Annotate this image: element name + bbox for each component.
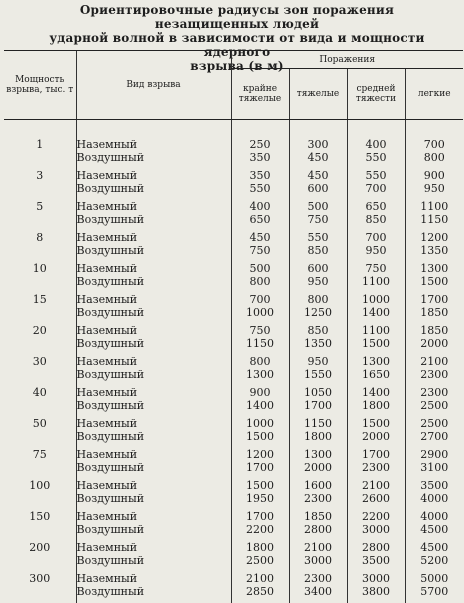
radius-cell-light — [405, 510, 463, 541]
burst-type-air: Воздушный — [77, 523, 231, 536]
radius-air: 4500 — [406, 523, 464, 536]
table-row — [4, 417, 463, 448]
header-type: Вид взрыва — [76, 51, 231, 120]
burst-type-cell — [76, 448, 231, 479]
table-row — [4, 138, 463, 169]
radius-ground: 1500 — [348, 417, 405, 430]
radius-cell-moderate — [347, 510, 405, 541]
radius-ground: 500 — [290, 200, 347, 213]
radius-cell-light — [405, 293, 463, 324]
radius-ground: 400 — [348, 138, 405, 151]
radius-cell-severe — [289, 293, 347, 324]
burst-type-ground: Наземный — [77, 231, 231, 244]
title-line-3: взрыва (в м) — [22, 59, 452, 73]
radius-air: 3500 — [348, 554, 405, 567]
title-line-2: ударной волной в зависимости от вида и мощности ядерного — [22, 31, 452, 59]
table-row — [4, 231, 463, 262]
power-cell: 50 — [4, 417, 76, 448]
radius-ground: 1600 — [290, 479, 347, 492]
table-header — [4, 51, 463, 120]
radius-ground: 750 — [348, 262, 405, 275]
burst-type-cell — [76, 138, 231, 169]
radius-ground: 3000 — [348, 572, 405, 585]
radius-air: 850 — [348, 213, 405, 226]
radius-ground: 2800 — [348, 541, 405, 554]
burst-type-ground: Наземный — [77, 541, 231, 554]
radius-cell-extreme — [231, 262, 289, 293]
radius-ground: 350 — [232, 169, 289, 182]
radius-ground: 900 — [406, 169, 464, 182]
header-power: Мощность взрыва, тыс. т — [4, 51, 76, 120]
radius-cell-extreme — [231, 231, 289, 262]
radius-air: 2800 — [290, 523, 347, 536]
burst-type-cell — [76, 572, 231, 603]
power-cell: 100 — [4, 479, 76, 510]
radius-air: 1350 — [406, 244, 464, 257]
radius-cell-extreme — [231, 541, 289, 572]
title-line-1: Ориентировочные радиусы зон поражения незащищенных людей — [22, 3, 452, 31]
table-row — [4, 262, 463, 293]
radius-ground: 1850 — [406, 324, 464, 337]
burst-type-ground: Наземный — [77, 417, 231, 430]
radius-cell-light — [405, 324, 463, 355]
radius-air: 3400 — [290, 585, 347, 598]
radius-ground: 5000 — [406, 572, 464, 585]
radius-ground: 1300 — [290, 448, 347, 461]
table-row — [4, 293, 463, 324]
radius-cell-moderate — [347, 200, 405, 231]
radius-air: 1500 — [348, 337, 405, 350]
burst-type-cell — [76, 541, 231, 572]
burst-type-air: Воздушный — [77, 554, 231, 567]
burst-type-ground: Наземный — [77, 138, 231, 151]
burst-type-cell — [76, 479, 231, 510]
radius-air: 2000 — [348, 430, 405, 443]
burst-type-ground: Наземный — [77, 448, 231, 461]
radius-ground: 450 — [232, 231, 289, 244]
burst-type-cell — [76, 324, 231, 355]
burst-type-air: Воздушный — [77, 585, 231, 598]
radius-ground: 1050 — [290, 386, 347, 399]
table-body — [4, 120, 463, 603]
radius-cell-extreme — [231, 138, 289, 169]
radius-air: 4000 — [406, 492, 464, 505]
radius-air: 2200 — [232, 523, 289, 536]
radius-cell-moderate — [347, 541, 405, 572]
power-cell: 75 — [4, 448, 76, 479]
burst-type-cell — [76, 386, 231, 417]
radius-cell-extreme — [231, 324, 289, 355]
radius-ground: 2200 — [348, 510, 405, 523]
radius-cell-moderate — [347, 479, 405, 510]
radius-air: 950 — [348, 244, 405, 257]
radius-cell-extreme — [231, 448, 289, 479]
table-row — [4, 479, 463, 510]
table-row — [4, 510, 463, 541]
radius-air: 2300 — [290, 492, 347, 505]
radius-cell-light — [405, 572, 463, 603]
radius-cell-moderate — [347, 293, 405, 324]
radius-air: 1400 — [232, 399, 289, 412]
radius-ground: 850 — [290, 324, 347, 337]
radius-ground: 2100 — [232, 572, 289, 585]
burst-type-air: Воздушный — [77, 275, 231, 288]
radius-air: 800 — [232, 275, 289, 288]
radius-ground: 1200 — [406, 231, 464, 244]
radius-air: 1300 — [232, 368, 289, 381]
radius-air: 5700 — [406, 585, 464, 598]
radius-ground: 750 — [232, 324, 289, 337]
radius-ground: 2100 — [290, 541, 347, 554]
radius-cell-severe — [289, 231, 347, 262]
radius-air: 5200 — [406, 554, 464, 567]
burst-type-ground: Наземный — [77, 386, 231, 399]
power-cell: 150 — [4, 510, 76, 541]
burst-type-ground: Наземный — [77, 293, 231, 306]
radius-air: 650 — [232, 213, 289, 226]
burst-type-air: Воздушный — [77, 306, 231, 319]
radius-ground: 700 — [232, 293, 289, 306]
burst-type-ground: Наземный — [77, 479, 231, 492]
radius-cell-moderate — [347, 572, 405, 603]
burst-type-cell — [76, 262, 231, 293]
radius-cell-severe — [289, 572, 347, 603]
radius-air: 3100 — [406, 461, 464, 474]
radius-cell-light — [405, 355, 463, 386]
radius-ground: 1700 — [348, 448, 405, 461]
burst-type-ground: Наземный — [77, 510, 231, 523]
burst-type-ground: Наземный — [77, 262, 231, 275]
radius-air: 450 — [290, 151, 347, 164]
burst-type-air: Воздушный — [77, 492, 231, 505]
radius-cell-extreme — [231, 479, 289, 510]
radius-air: 950 — [406, 182, 464, 195]
burst-type-air: Воздушный — [77, 244, 231, 257]
radius-air: 1550 — [290, 368, 347, 381]
radius-air: 2850 — [232, 585, 289, 598]
radius-cell-moderate — [347, 324, 405, 355]
radius-air: 1250 — [290, 306, 347, 319]
radius-cell-light — [405, 200, 463, 231]
radius-ground: 550 — [290, 231, 347, 244]
radius-cell-severe — [289, 386, 347, 417]
radius-air: 1800 — [348, 399, 405, 412]
radius-cell-severe — [289, 541, 347, 572]
radius-cell-severe — [289, 417, 347, 448]
radius-ground: 1700 — [406, 293, 464, 306]
radius-ground: 800 — [232, 355, 289, 368]
radius-cell-moderate — [347, 355, 405, 386]
radius-cell-light — [405, 169, 463, 200]
burst-type-air: Воздушный — [77, 151, 231, 164]
radius-cell-extreme — [231, 510, 289, 541]
power-cell: 300 — [4, 572, 76, 603]
radius-cell-extreme — [231, 200, 289, 231]
radius-air: 1100 — [348, 275, 405, 288]
radius-air: 600 — [290, 182, 347, 195]
radius-ground: 900 — [232, 386, 289, 399]
burst-type-air: Воздушный — [77, 182, 231, 195]
radius-ground: 1100 — [348, 324, 405, 337]
radius-ground: 950 — [290, 355, 347, 368]
radius-air: 1500 — [406, 275, 464, 288]
radius-air: 1800 — [290, 430, 347, 443]
radius-ground: 250 — [232, 138, 289, 151]
radius-air: 2500 — [232, 554, 289, 567]
radius-air: 1400 — [348, 306, 405, 319]
header-damage-moderate: средней тяжести — [347, 69, 405, 120]
radius-ground: 1300 — [406, 262, 464, 275]
burst-type-ground: Наземный — [77, 324, 231, 337]
burst-type-air: Воздушный — [77, 368, 231, 381]
burst-type-air: Воздушный — [77, 399, 231, 412]
header-damage-extreme: крайне тяжелые — [231, 69, 289, 120]
damage-radius-table — [4, 50, 463, 603]
radius-air: 1350 — [290, 337, 347, 350]
radius-ground: 400 — [232, 200, 289, 213]
table-row — [4, 572, 463, 603]
radius-cell-severe — [289, 324, 347, 355]
radius-air: 2700 — [406, 430, 464, 443]
radius-air: 1500 — [232, 430, 289, 443]
table-row — [4, 541, 463, 572]
burst-type-cell — [76, 231, 231, 262]
burst-type-cell — [76, 169, 231, 200]
radius-air: 1000 — [232, 306, 289, 319]
table-row — [4, 200, 463, 231]
radius-ground: 1800 — [232, 541, 289, 554]
radius-cell-light — [405, 448, 463, 479]
burst-type-ground: Наземный — [77, 200, 231, 213]
radius-cell-severe — [289, 262, 347, 293]
table-row — [4, 169, 463, 200]
radius-cell-light — [405, 262, 463, 293]
radius-cell-severe — [289, 169, 347, 200]
radius-ground: 650 — [348, 200, 405, 213]
radius-ground: 450 — [290, 169, 347, 182]
radius-cell-severe — [289, 355, 347, 386]
radius-air: 700 — [348, 182, 405, 195]
radius-cell-severe — [289, 510, 347, 541]
power-cell: 1 — [4, 138, 76, 169]
radius-cell-severe — [289, 200, 347, 231]
radius-air: 550 — [232, 182, 289, 195]
radius-ground: 1150 — [290, 417, 347, 430]
radius-ground: 600 — [290, 262, 347, 275]
radius-air: 850 — [290, 244, 347, 257]
radius-air: 800 — [406, 151, 464, 164]
radius-cell-light — [405, 138, 463, 169]
radius-air: 750 — [290, 213, 347, 226]
burst-type-cell — [76, 510, 231, 541]
radius-air: 3000 — [348, 523, 405, 536]
burst-type-ground: Наземный — [77, 355, 231, 368]
burst-type-cell — [76, 355, 231, 386]
burst-type-cell — [76, 293, 231, 324]
radius-ground: 700 — [406, 138, 464, 151]
radius-cell-extreme — [231, 386, 289, 417]
burst-type-ground: Наземный — [77, 572, 231, 585]
power-cell: 40 — [4, 386, 76, 417]
radius-ground: 300 — [290, 138, 347, 151]
radius-air: 350 — [232, 151, 289, 164]
radius-ground: 2100 — [348, 479, 405, 492]
radius-air: 950 — [290, 275, 347, 288]
burst-type-air: Воздушный — [77, 461, 231, 474]
radius-ground: 1850 — [290, 510, 347, 523]
radius-ground: 500 — [232, 262, 289, 275]
radius-cell-moderate — [347, 386, 405, 417]
power-cell: 5 — [4, 200, 76, 231]
power-cell: 3 — [4, 169, 76, 200]
radius-ground: 800 — [290, 293, 347, 306]
radius-ground: 1000 — [348, 293, 405, 306]
radius-cell-extreme — [231, 169, 289, 200]
header-damage-light: легкие — [405, 69, 463, 120]
radius-air: 750 — [232, 244, 289, 257]
power-cell: 200 — [4, 541, 76, 572]
radius-cell-light — [405, 541, 463, 572]
radius-air: 1150 — [232, 337, 289, 350]
power-cell: 8 — [4, 231, 76, 262]
radius-cell-light — [405, 417, 463, 448]
burst-type-air: Воздушный — [77, 213, 231, 226]
radius-ground: 1400 — [348, 386, 405, 399]
burst-type-air: Воздушный — [77, 430, 231, 443]
radius-air: 550 — [348, 151, 405, 164]
radius-air: 2000 — [406, 337, 464, 350]
burst-type-cell — [76, 200, 231, 231]
radius-air: 2500 — [406, 399, 464, 412]
radius-air: 1650 — [348, 368, 405, 381]
radius-cell-extreme — [231, 572, 289, 603]
radius-ground: 1100 — [406, 200, 464, 213]
radius-cell-moderate — [347, 138, 405, 169]
radius-ground: 2300 — [406, 386, 464, 399]
burst-type-cell — [76, 417, 231, 448]
radius-air: 1150 — [406, 213, 464, 226]
burst-type-ground: Наземный — [77, 169, 231, 182]
radius-cell-moderate — [347, 417, 405, 448]
radius-cell-moderate — [347, 169, 405, 200]
radius-air: 2300 — [348, 461, 405, 474]
radius-cell-moderate — [347, 231, 405, 262]
radius-cell-extreme — [231, 355, 289, 386]
radius-cell-severe — [289, 479, 347, 510]
radius-ground: 4500 — [406, 541, 464, 554]
radius-cell-moderate — [347, 448, 405, 479]
radius-ground: 2100 — [406, 355, 464, 368]
radius-air: 2000 — [290, 461, 347, 474]
radius-cell-moderate — [347, 262, 405, 293]
radius-cell-light — [405, 231, 463, 262]
radius-air: 3800 — [348, 585, 405, 598]
radius-air: 1700 — [290, 399, 347, 412]
power-cell: 15 — [4, 293, 76, 324]
radius-cell-light — [405, 479, 463, 510]
table-row — [4, 386, 463, 417]
radius-ground: 1700 — [232, 510, 289, 523]
burst-type-air: Воздушный — [77, 337, 231, 350]
radius-air: 2300 — [406, 368, 464, 381]
radius-cell-light — [405, 386, 463, 417]
radius-cell-severe — [289, 138, 347, 169]
radius-air: 2600 — [348, 492, 405, 505]
radius-ground: 1300 — [348, 355, 405, 368]
power-cell: 10 — [4, 262, 76, 293]
radius-cell-severe — [289, 448, 347, 479]
radius-air: 1850 — [406, 306, 464, 319]
radius-air: 1950 — [232, 492, 289, 505]
radius-ground: 2900 — [406, 448, 464, 461]
table-row — [4, 448, 463, 479]
power-cell: 20 — [4, 324, 76, 355]
radius-air: 3000 — [290, 554, 347, 567]
radius-ground: 3500 — [406, 479, 464, 492]
radius-ground: 550 — [348, 169, 405, 182]
header-damage-severe: тяжелые — [289, 69, 347, 120]
table-row — [4, 355, 463, 386]
radius-ground: 700 — [348, 231, 405, 244]
power-cell: 30 — [4, 355, 76, 386]
radius-ground: 1500 — [232, 479, 289, 492]
header-damage-group: Поражения — [231, 51, 463, 69]
table-row — [4, 324, 463, 355]
radius-ground: 4000 — [406, 510, 464, 523]
radius-ground: 1000 — [232, 417, 289, 430]
radius-cell-extreme — [231, 293, 289, 324]
radius-ground: 1200 — [232, 448, 289, 461]
radius-ground: 2500 — [406, 417, 464, 430]
radius-cell-extreme — [231, 417, 289, 448]
radius-ground: 2300 — [290, 572, 347, 585]
radius-air: 1700 — [232, 461, 289, 474]
